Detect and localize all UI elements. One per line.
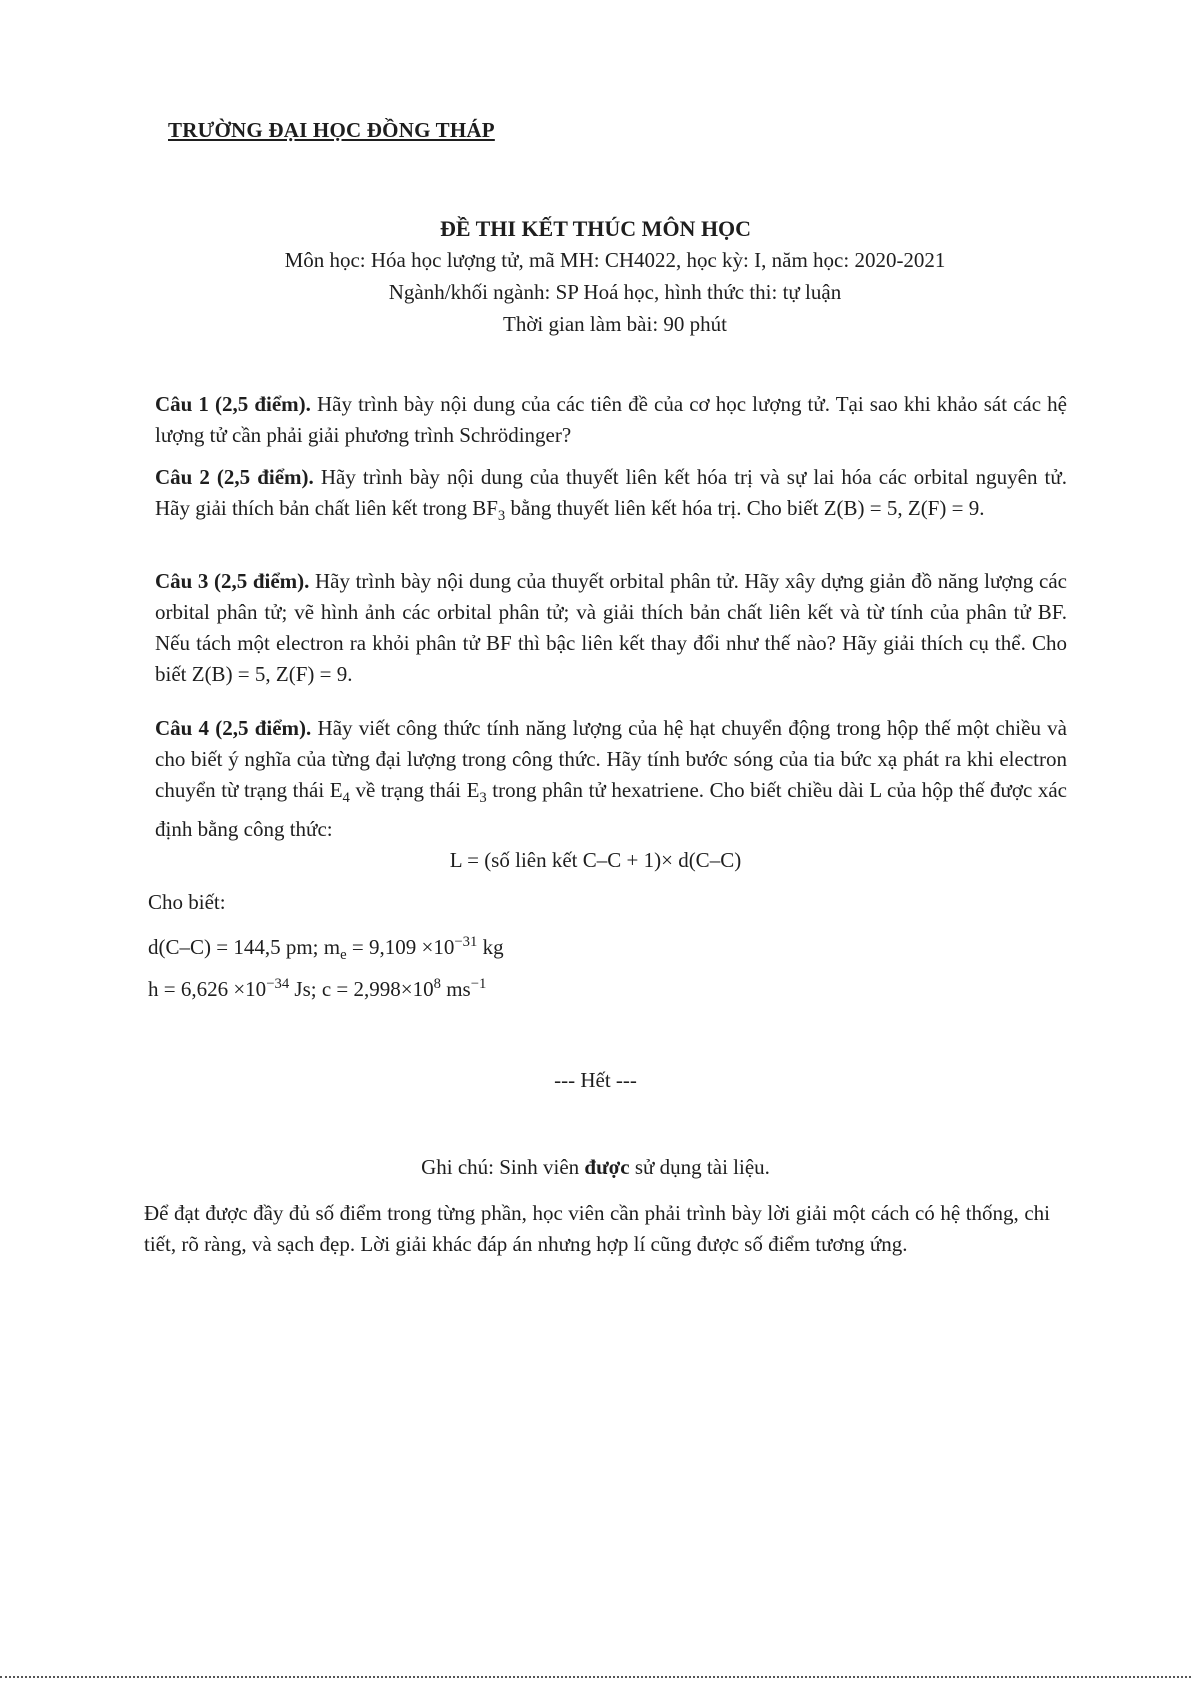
constants-1-sup: −31 [454,934,478,950]
constants-2-sup3: −1 [470,976,487,992]
question-1 [155,389,1067,451]
constants-line-1 [148,934,504,964]
question-1-label: Câu 1 (2,5 điểm). [155,392,311,416]
question-3 [155,566,1067,690]
question-4-subscript-b: 3 [479,790,487,807]
question-2-text-b: bằng thuyết liên kết hóa trị. Cho biết Z(B) = 5, Z(F) = 9. [505,496,985,520]
time-line: Thời gian làm bài: 90 phút [503,312,727,336]
constants-line-2 [148,976,486,1002]
question-3-text: Hãy trình bày nội dung của thuyết orbital phân tử. Hãy xây dựng giản đồ năng lượng các orbital phân tử; vẽ hình ảnh các orbital phân tử; và giải thích bản chất liên kết và từ tính của phân tử BF. Nếu tách một electron ra khỏi phân tử BF thì bậc liên kết thay đổi như thế nào? Hãy giải thích cụ thể. Cho biết Z(B) = 5, Z(F) = 9. [155,569,1067,686]
constants-2a: h = 6,626 ×10 [148,977,267,1001]
box-length-formula: L = (số liên kết C–C + 1)× d(C–C) [449,848,742,872]
note-suffix: sử dụng tài liệu. [629,1155,770,1179]
question-2-label: Câu 2 (2,5 điểm). [155,465,314,489]
question-3-label: Câu 3 (2,5 điểm). [155,569,310,593]
constants-1-sub: e [340,947,347,964]
major-line: Ngành/khối ngành: SP Hoá học, hình thức thi: tự luận [388,280,842,304]
question-2-subscript: 3 [497,508,506,525]
subject-line: Môn học: Hóa học lượng tử, mã MH: CH4022, học kỳ: I, năm học: 2020-2021 [284,248,946,272]
given-label: Cho biết: [148,890,226,914]
constants-2c: ms [440,977,471,1001]
question-4-subscript-a: 4 [342,790,350,807]
grading-instruction: Để đạt được đầy đủ số điểm trong từng phần, học viên cần phải trình bày lời giải một cách có hệ thống, chi tiết, rõ ràng, và sạch đẹp. Lời giải khác đáp án nhưng hợp lí cũng được số điểm tương ứng. [144,1201,1050,1256]
question-2-text-a: Hãy trình bày nội dung của thuyết liên kết hóa trị và sự lai hóa các orbital nguyên tử. Hãy giải thích bản chất liên kết trong BF [155,465,1067,520]
constants-1b: = 9,109 ×10 [346,935,455,959]
question-2 [155,462,1067,532]
bottom-dotted-divider [0,1676,1191,1678]
constants-1a: d(C–C) = 144,5 pm; m [148,935,341,959]
question-1-text: Hãy trình bày nội dung của các tiên đề của cơ học lượng tử. Tại sao khi khảo sát các hệ lượng tử cần phải giải phương trình Schrödinger? [155,392,1067,447]
constants-2-sup1: −34 [266,976,290,992]
note-prefix: Ghi chú: Sinh viên [421,1155,585,1179]
exam-title: ĐỀ THI KẾT THÚC MÔN HỌC [439,216,752,241]
constants-2b: Js; c = 2,998×10 [289,977,434,1001]
note-bold: được [584,1155,630,1179]
note [0,1155,1191,1180]
question-4-text-a: Hãy viết công thức tính năng lượng của hệ hạt chuyển động trong hộp thế một chiều và cho biết ý nghĩa của từng đại lượng trong công thức. Hãy tính bước sóng của tia bức xạ phát ra khi electron chuyển từ trạng thái E [155,716,1067,802]
end-mark: --- Hết --- [554,1068,637,1092]
question-4 [155,713,1067,845]
question-4-label: Câu 4 (2,5 điểm). [155,716,312,740]
constants-2-sup2: 8 [433,976,441,992]
question-4-text-c: trong phân tử hexatriene. Cho biết chiều dài L của hộp thế được xác định bằng công thức: [155,778,1067,842]
constants-1c: kg [477,935,504,959]
school-name: TRƯỜNG ĐẠI HỌC ĐỒNG THÁP [168,118,495,142]
question-4-text-b: về trạng thái E [349,778,480,802]
